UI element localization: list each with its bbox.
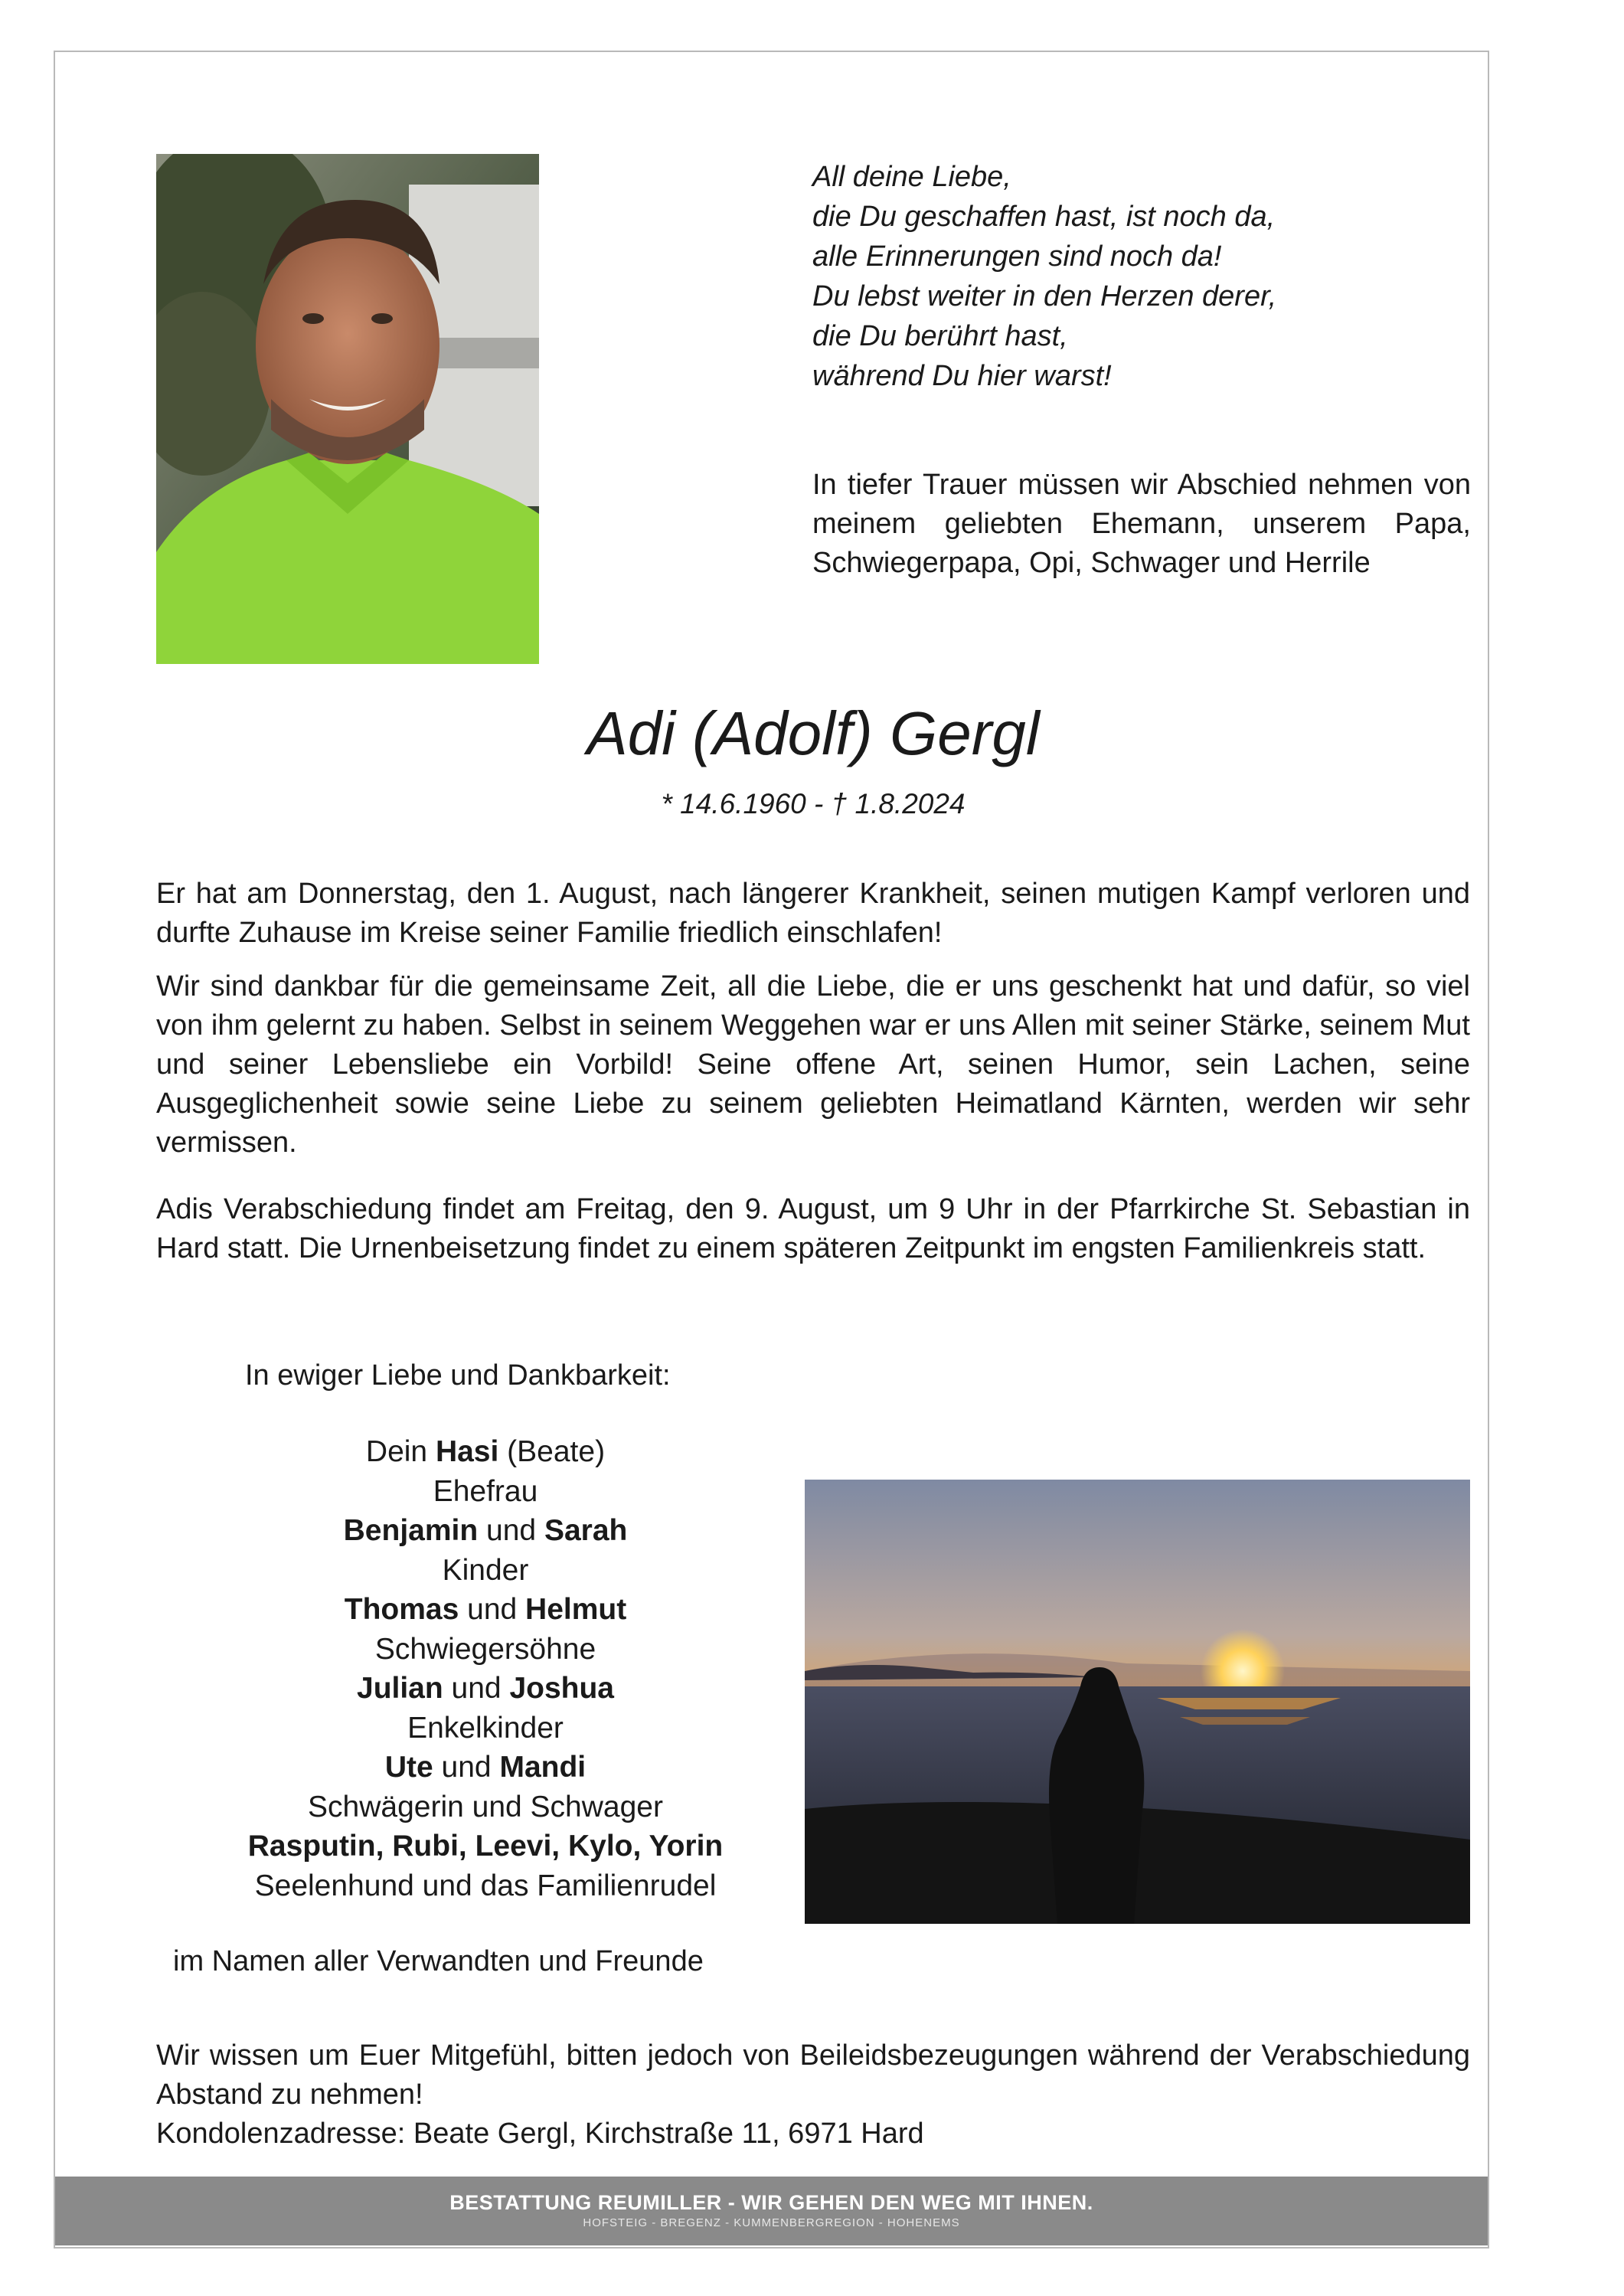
relation-label: Ehefrau [433, 1474, 538, 1508]
survivors-list [156, 1432, 815, 1905]
survivor-line-sons-in-law: Thomas und Helmut [344, 1593, 627, 1626]
relation-label: Schwägerin und Schwager [308, 1790, 663, 1823]
paragraph-gratitude: Wir sind dankbar für die gemeinsame Zeit, all die Liebe, die er uns geschenkt hat und dafür, so viel von ihm gelernt zu haben. Selbst in seinem Weggehen war er uns Allen mit seiner Stärke, seinem Mut und seiner Lebensliebe ein Vorbild! Seine offene Art, seinen Humor, sein Lachen, seine Ausgeglichenheit sowie seine Liebe zu seinem geliebten Heimatland Kärnten, werden wir sehr vermissen. [156, 970, 1470, 1159]
survivor-line-children: Benjamin und Sarah [343, 1514, 628, 1547]
memorial-poem: All deine Liebe, die Du geschaffen hast, ist noch da, alle Erinnerungen sind noch da! Du lebst weiter in den Herzen derer, die Du berührt hast, während Du hier warst! [812, 161, 1277, 392]
relation-label: Kinder [442, 1553, 529, 1587]
sunset-photo [805, 1480, 1470, 1924]
undertaker-regions: HOFSTEIG - BREGENZ - KUMMENBERGREGION - HOHENEMS [583, 2216, 960, 2229]
closing-line: im Namen aller Verwandten und Freunde [173, 1945, 704, 1977]
undertaker-footer [55, 2177, 1488, 2245]
survivor-line-grandchildren: Julian und Joshua [357, 1672, 614, 1705]
relation-label: Enkelkinder [407, 1711, 564, 1745]
portrait-photo [156, 154, 539, 664]
paragraph-passing: Er hat am Donnerstag, den 1. August, nach längerer Krankheit, seinen mutigen Kampf verloren und durfte Zuhause im Kreise seiner Familie friedlich einschlafen! [156, 878, 1470, 949]
condolence-request: Wir wissen um Euer Mitgefühl, bitten jedoch von Beileidsbezeugungen während der Verabschiedung Abstand zu nehmen! [156, 2039, 1470, 2111]
survivor-line-dogs: Rasputin, Rubi, Leevi, Kylo, Yorin [247, 1830, 724, 1863]
survivor-line-hasi: Dein Hasi (Beate) [365, 1435, 606, 1468]
paragraph-farewell: Adis Verabschiedung findet am Freitag, den 9. August, um 9 Uhr in der Pfarrkirche St. Sebastian in Hard statt. Die Urnenbeisetzung findet zu einem späteren Zeitpunkt im engsten Familienkreis statt. [156, 1193, 1470, 1264]
signature-intro: In ewiger Liebe und Dankbarkeit: [245, 1359, 671, 1392]
condolence-address: Kondolenzadresse: Beate Gergl, Kirchstraße 11, 6971 Hard [156, 2118, 924, 2150]
relation-label: Seelenhund und das Familienrudel [254, 1869, 717, 1902]
life-dates: * 14.6.1960 - † 1.8.2024 [661, 788, 966, 819]
relation-label: Schwiegersöhne [374, 1632, 596, 1666]
final-notice [156, 2036, 1470, 2154]
deceased-name: Adi (Adolf) Gergl [587, 699, 1040, 767]
undertaker-slogan: BESTATTUNG REUMILLER - WIR GEHEN DEN WEG MIT IHNEN. [449, 2191, 1093, 2214]
survivor-line-in-laws: Ute und Mandi [384, 1751, 587, 1784]
mourning-intro: In tiefer Trauer müssen wir Abschied nehmen von meinem geliebten Ehemann, unserem Papa, Schwiegerpapa, Opi, Schwager und Herrile [812, 469, 1471, 579]
